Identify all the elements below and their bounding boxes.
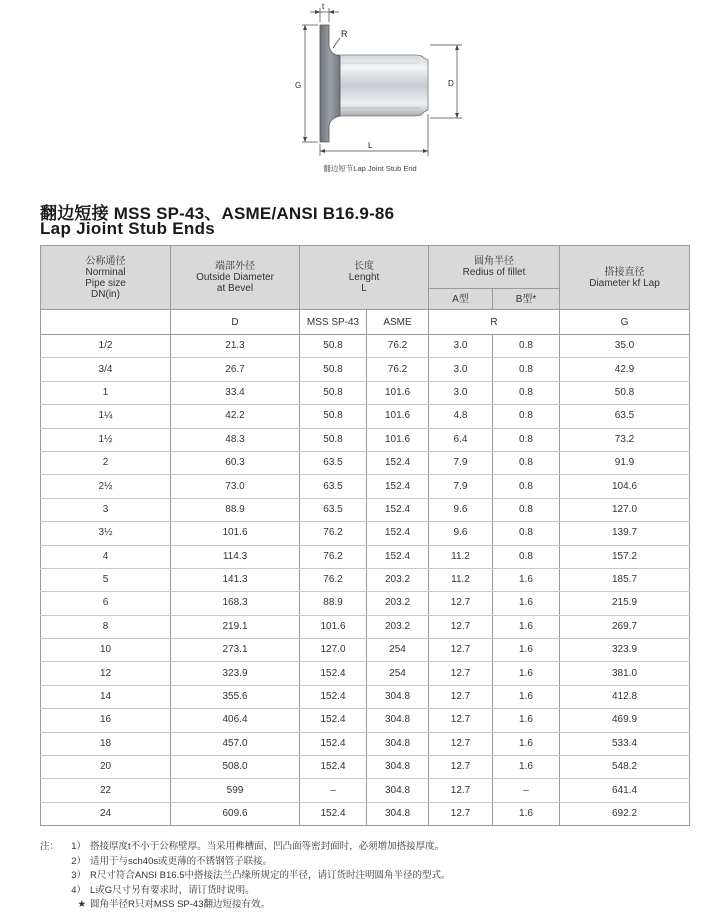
fillet-b-cell: 0.8 <box>493 358 560 381</box>
lap-diameter-cell: 692.2 <box>560 802 690 825</box>
fillet-b-cell: 1.6 <box>493 615 560 638</box>
od-cell: 88.9 <box>171 498 300 521</box>
table-row <box>41 615 690 638</box>
mss-length-cell: 63.5 <box>300 498 367 521</box>
fillet-a-cell: 4.8 <box>429 405 493 428</box>
od-cell: 26.7 <box>171 358 300 381</box>
od-cell: 599 <box>171 779 300 802</box>
fillet-a-cell: 3.0 <box>429 381 493 404</box>
od-cell: 168.3 <box>171 592 300 615</box>
lap-diameter-cell: 381.0 <box>560 662 690 685</box>
fillet-b-cell: 1.6 <box>493 732 560 755</box>
asme-length-cell: 152.4 <box>367 451 429 474</box>
t-label: t <box>322 2 325 11</box>
table-row <box>41 475 690 498</box>
fillet-header-en: Redius of fillet <box>462 267 526 278</box>
fillet-b-cell: 0.8 <box>493 522 560 545</box>
lap-diameter-cell: 73.2 <box>560 428 690 451</box>
lap-diameter-cell: 533.4 <box>560 732 690 755</box>
title-english: Lap Jioint Stub Ends <box>40 219 216 238</box>
table-row <box>41 358 690 381</box>
fillet-a-cell: 9.6 <box>429 522 493 545</box>
lap-header-en: Diameter kf Lap <box>589 277 660 289</box>
od-cell: 114.3 <box>171 545 300 568</box>
lap-diameter-cell: 185.7 <box>560 568 690 591</box>
table-row <box>41 639 690 662</box>
fillet-type-b: B型* <box>493 289 560 310</box>
asme-length-cell: 304.8 <box>367 732 429 755</box>
od-header-en2: at Bevel <box>216 283 254 294</box>
fillet-b-cell: 1.6 <box>493 662 560 685</box>
asme-length-cell: 101.6 <box>367 405 429 428</box>
lap-diameter-cell: 412.8 <box>560 685 690 708</box>
fillet-a-cell: 7.9 <box>429 475 493 498</box>
mss-length-cell: 152.4 <box>300 802 367 825</box>
lap-diameter-cell: 548.2 <box>560 756 690 779</box>
mss-length-cell: 63.5 <box>300 451 367 474</box>
dn-header-en1: Norminal <box>85 266 126 278</box>
dn-cell: 8 <box>41 615 171 638</box>
asme-length-cell: 304.8 <box>367 756 429 779</box>
asme-length-cell: 304.8 <box>367 709 429 732</box>
fillet-a-cell: 12.7 <box>429 639 493 662</box>
note-number: 4） <box>71 884 86 896</box>
asme-length-cell: 203.2 <box>367 615 429 638</box>
fillet-b-cell: 1.6 <box>493 709 560 732</box>
asme-length-cell: 203.2 <box>367 568 429 591</box>
l-label: L <box>368 141 373 150</box>
od-header <box>171 246 300 310</box>
dn-cell: 24 <box>41 802 171 825</box>
od-cell: 406.4 <box>171 709 300 732</box>
note-item <box>40 855 700 870</box>
fillet-a-cell: 11.2 <box>429 568 493 591</box>
od-cell: 219.1 <box>171 615 300 638</box>
notes-label: 注： <box>40 841 60 852</box>
fillet-b-cell: – <box>493 779 560 802</box>
lap-diameter-cell: 63.5 <box>560 405 690 428</box>
note-number: 1） <box>71 841 86 852</box>
lap-diameter-cell: 139.7 <box>560 522 690 545</box>
note-number: 2） <box>71 855 86 867</box>
od-header-cn: 端部外径 <box>215 261 255 272</box>
od-cell: 73.0 <box>171 475 300 498</box>
length-header-en2: L <box>361 283 367 294</box>
asme-length-cell: 152.4 <box>367 475 429 498</box>
od-cell: 21.3 <box>171 335 300 358</box>
fillet-b-cell: 0.8 <box>493 545 560 568</box>
dn-header-en3: DN(in) <box>91 288 120 300</box>
fillet-b-cell: 0.8 <box>493 335 560 358</box>
table-row <box>41 802 690 825</box>
fillet-header-cn: 圆角半径 <box>474 256 514 267</box>
asme-length-cell: 152.4 <box>367 545 429 568</box>
note-item <box>40 898 700 913</box>
table-row <box>41 451 690 474</box>
od-cell: 609.6 <box>171 802 300 825</box>
dn-cell: 20 <box>41 756 171 779</box>
od-cell: 323.9 <box>171 662 300 685</box>
lap-diameter-cell: 269.7 <box>560 615 690 638</box>
dn-cell: 2½ <box>41 475 171 498</box>
od-cell: 457.0 <box>171 732 300 755</box>
dn-cell: 2 <box>41 451 171 474</box>
d-symbol: D <box>171 310 300 335</box>
fillet-b-cell: 1.6 <box>493 639 560 662</box>
mss-length-cell: 76.2 <box>300 522 367 545</box>
od-cell: 355.6 <box>171 685 300 708</box>
fillet-a-cell: 9.6 <box>429 498 493 521</box>
note-item <box>40 840 700 855</box>
fillet-b-cell: 0.8 <box>493 405 560 428</box>
table-row <box>41 381 690 404</box>
r-label: R <box>341 29 348 39</box>
note-indent <box>40 855 66 870</box>
lap-diameter-cell: 323.9 <box>560 639 690 662</box>
note-text: R尺寸符合ANSI B16.5中搭接法兰凸缘所规定的半径，请订货时注明圆角半径的型式。 <box>90 870 451 882</box>
od-cell: 273.1 <box>171 639 300 662</box>
mss-length-cell: 50.8 <box>300 381 367 404</box>
od-cell: 48.3 <box>171 428 300 451</box>
asme-length-cell: 76.2 <box>367 358 429 381</box>
mss-length-cell: 76.2 <box>300 568 367 591</box>
lap-header-cn: 搭接直径 <box>604 266 645 278</box>
dn-cell: 3/4 <box>41 358 171 381</box>
lap-header <box>560 246 690 310</box>
fillet-b-cell: 1.6 <box>493 592 560 615</box>
fillet-b-cell: 0.8 <box>493 475 560 498</box>
table-row <box>41 428 690 451</box>
title-chinese: 翻边短接 MSS SP-43、ASME/ANSI B16.9-86 <box>40 204 395 223</box>
lap-diameter-cell: 50.8 <box>560 381 690 404</box>
asme-subheader: ASME <box>367 310 429 335</box>
mss-length-cell: 127.0 <box>300 639 367 662</box>
dn-cell: 16 <box>41 709 171 732</box>
fillet-a-cell: 12.7 <box>429 662 493 685</box>
lap-diameter-cell: 35.0 <box>560 335 690 358</box>
fillet-b-cell: 0.8 <box>493 381 560 404</box>
dn-cell: 3 <box>41 498 171 521</box>
r-symbol: R <box>429 310 560 335</box>
mss-length-cell: 152.4 <box>300 709 367 732</box>
fillet-b-cell: 1.6 <box>493 802 560 825</box>
table-row <box>41 756 690 779</box>
dn-cell: 4 <box>41 545 171 568</box>
dn-header-cn: 公称通径 <box>85 255 126 267</box>
lap-diameter-cell: 157.2 <box>560 545 690 568</box>
length-header <box>300 246 429 310</box>
table-row <box>41 685 690 708</box>
pipe-body <box>332 55 428 116</box>
table-row <box>41 709 690 732</box>
fillet-b-cell: 0.8 <box>493 498 560 521</box>
table-row <box>41 568 690 591</box>
note-indent <box>40 898 66 913</box>
note-indent <box>40 884 66 899</box>
table-row <box>41 592 690 615</box>
mss-length-cell: 50.8 <box>300 405 367 428</box>
spec-table <box>40 245 690 826</box>
dn-cell: 5 <box>41 568 171 591</box>
table-row <box>41 522 690 545</box>
note-number: ★ <box>77 899 86 911</box>
asme-length-cell: 254 <box>367 662 429 685</box>
fillet-a-cell: 12.7 <box>429 732 493 755</box>
fillet-a-cell: 7.9 <box>429 451 493 474</box>
length-header-en1: Lenght <box>348 272 380 283</box>
asme-length-cell: 152.4 <box>367 498 429 521</box>
table-row <box>41 732 690 755</box>
fillet-a-cell: 12.7 <box>429 802 493 825</box>
od-header-en1: Outside Diameter <box>196 272 274 283</box>
od-cell: 33.4 <box>171 381 300 404</box>
fillet-b-cell: 1.6 <box>493 568 560 591</box>
note-item <box>40 869 700 884</box>
fillet-b-cell: 0.8 <box>493 451 560 474</box>
od-cell: 508.0 <box>171 756 300 779</box>
note-text: 搭接厚度t不小于公称壁厚。当采用榫槽面、凹凸面等密封面时，必须增加搭接厚度。 <box>90 841 445 852</box>
fillet-type-a: A型 <box>429 289 493 310</box>
length-header-cn: 长度 <box>354 261 374 272</box>
notes <box>40 840 700 913</box>
mss-length-cell: 152.4 <box>300 662 367 685</box>
fillet-a-cell: 12.7 <box>429 709 493 732</box>
fillet-a-cell: 6.4 <box>429 428 493 451</box>
lap-diameter-cell: 215.9 <box>560 592 690 615</box>
od-cell: 60.3 <box>171 451 300 474</box>
asme-length-cell: 304.8 <box>367 779 429 802</box>
dn-cell: 18 <box>41 732 171 755</box>
dn-cell: 1/2 <box>41 335 171 358</box>
lap-diameter-cell: 469.9 <box>560 709 690 732</box>
asme-length-cell: 304.8 <box>367 685 429 708</box>
d-label: D <box>448 79 454 88</box>
asme-length-cell: 304.8 <box>367 802 429 825</box>
note-text: L或G尺寸另有要求时，请订货时说明。 <box>90 884 255 896</box>
dn-cell: 12 <box>41 662 171 685</box>
od-cell: 141.3 <box>171 568 300 591</box>
mss-length-cell: 152.4 <box>300 732 367 755</box>
fillet-a-cell: 3.0 <box>429 335 493 358</box>
mss-length-cell: 76.2 <box>300 545 367 568</box>
asme-length-cell: 101.6 <box>367 428 429 451</box>
asme-length-cell: 203.2 <box>367 592 429 615</box>
dn-cell: 10 <box>41 639 171 662</box>
dn-cell: 22 <box>41 779 171 802</box>
dn-cell: 1½ <box>41 428 171 451</box>
dn-cell: 6 <box>41 592 171 615</box>
mss-length-cell: 101.6 <box>300 615 367 638</box>
dn-symbol-cell <box>41 310 171 335</box>
note-text: 圆角半径R只对MSS SP-43翻边短接有效。 <box>90 899 270 911</box>
mss-length-cell: 152.4 <box>300 685 367 708</box>
dn-cell: 1¼ <box>41 405 171 428</box>
lap-diameter-cell: 127.0 <box>560 498 690 521</box>
note-text: 适用于与sch40s或更薄的不锈钢管子联接。 <box>90 855 273 867</box>
table-row <box>41 662 690 685</box>
mss-length-cell: – <box>300 779 367 802</box>
figure-caption: 翻边短节Lap Joint Stub End <box>323 164 417 173</box>
fillet-a-cell: 12.7 <box>429 779 493 802</box>
fillet-a-cell: 12.7 <box>429 756 493 779</box>
mss-length-cell: 63.5 <box>300 475 367 498</box>
table-row <box>41 405 690 428</box>
fillet-a-cell: 12.7 <box>429 685 493 708</box>
od-cell: 101.6 <box>171 522 300 545</box>
dn-header <box>41 246 171 310</box>
table-row <box>41 545 690 568</box>
lap-diameter-cell: 641.4 <box>560 779 690 802</box>
od-cell: 42.2 <box>171 405 300 428</box>
note-indent <box>40 869 66 884</box>
mss-length-cell: 152.4 <box>300 756 367 779</box>
dn-cell: 14 <box>41 685 171 708</box>
fillet-a-cell: 12.7 <box>429 615 493 638</box>
lap-diameter-cell: 42.9 <box>560 358 690 381</box>
mss-subheader: MSS SP-43 <box>300 310 367 335</box>
table-row <box>41 335 690 358</box>
fillet-a-cell: 11.2 <box>429 545 493 568</box>
asme-length-cell: 101.6 <box>367 381 429 404</box>
fillet-a-cell: 3.0 <box>429 358 493 381</box>
asme-length-cell: 152.4 <box>367 522 429 545</box>
g-symbol: G <box>560 310 690 335</box>
dn-header-en2: Pipe size <box>85 277 126 289</box>
fillet-header <box>429 246 560 289</box>
table-row <box>41 779 690 802</box>
mss-length-cell: 88.9 <box>300 592 367 615</box>
dn-cell: 3½ <box>41 522 171 545</box>
lap-diameter-cell: 104.6 <box>560 475 690 498</box>
mss-length-cell: 50.8 <box>300 428 367 451</box>
stub-end-drawing <box>0 0 712 185</box>
note-number: 3） <box>71 870 86 882</box>
lap-diameter-cell: 91.9 <box>560 451 690 474</box>
mss-length-cell: 50.8 <box>300 358 367 381</box>
asme-length-cell: 76.2 <box>367 335 429 358</box>
table-row <box>41 498 690 521</box>
fillet-b-cell: 0.8 <box>493 428 560 451</box>
fillet-b-cell: 1.6 <box>493 685 560 708</box>
asme-length-cell: 254 <box>367 639 429 662</box>
g-label: G <box>295 81 302 90</box>
note-item <box>40 884 700 899</box>
dn-cell: 1 <box>41 381 171 404</box>
fillet-a-cell: 12.7 <box>429 592 493 615</box>
mss-length-cell: 50.8 <box>300 335 367 358</box>
fillet-b-cell: 1.6 <box>493 756 560 779</box>
